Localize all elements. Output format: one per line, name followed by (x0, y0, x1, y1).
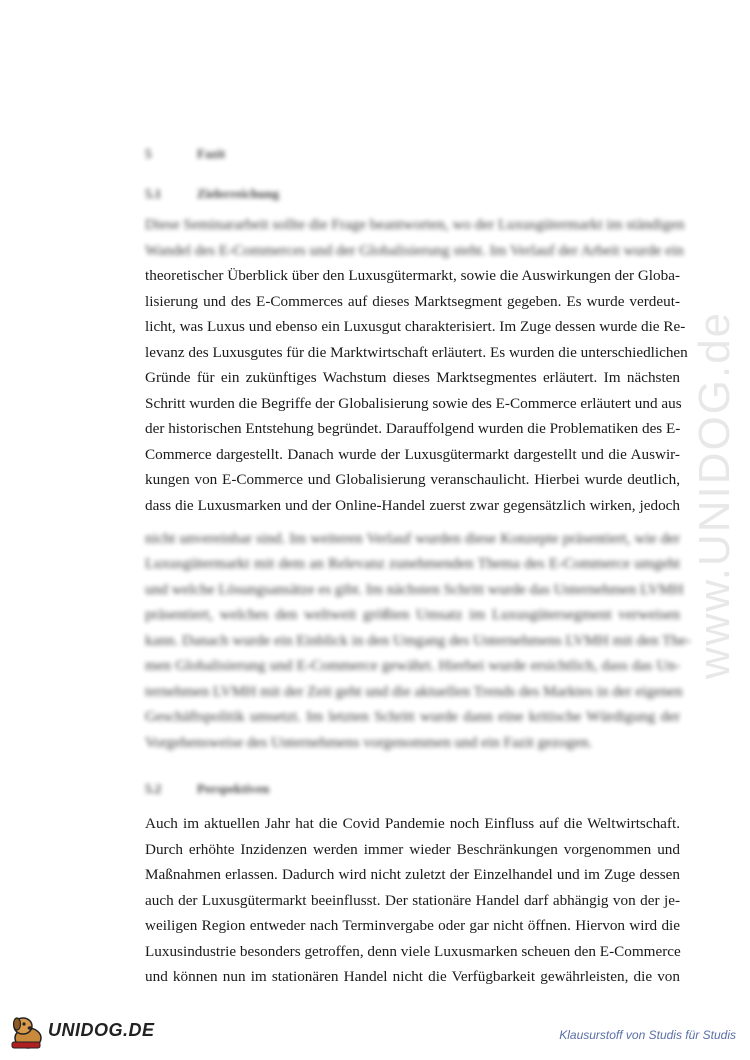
watermark-text: www.UNIDOG.de (690, 310, 739, 680)
text-line: kungen von E-Commerce und Globalisierung veranschaulicht. Hierbei wurde deutlich, (145, 471, 680, 488)
text-line: präsentiert, welches den weltweit größten Umsatz im Luxusgütersegment verweisen (145, 606, 680, 623)
text-line: Wandel des E-Commerces und der Globalisierung steht. Im Verlauf der Arbeit wurde ein (145, 242, 684, 259)
text-line: und welche Lösungsansätze es gibt. Im nächsten Schritt wurde das Unternehmen LVMH (145, 581, 684, 598)
text-line: men Globalisierung und E-Commerce gewährt. Hierbei wurde ersichtlich, dass das Un- (145, 657, 680, 674)
text-line: Auch im aktuellen Jahr hat die Covid Pandemie noch Einfluss auf die Weltwirtschaft. (145, 815, 680, 832)
text-line: ternehmen LVMH mit der Zeit geht und die aktuellen Trends des Marktes in der eigenen (145, 683, 683, 700)
text-line: der historischen Entstehung begründet. Darauffolgend wurden die Problematiken des E- (145, 420, 681, 437)
text-line: Durch erhöhte Inzidenzen werden immer wieder Beschränkungen vorgenommen und (145, 841, 680, 858)
subsection-1-number: 5.1 (145, 186, 162, 201)
subsection-heading-1 (145, 186, 395, 204)
subsection-heading-2 (145, 781, 395, 799)
text-line: levanz des Luxusgutes für die Marktwirtschaft erläutert. Es wurden die unterschiedlichen (145, 344, 688, 361)
text-line: Geschäftspolitik umsetzt. Im letzten Schritt wurde dann eine kritische Würdigung der (145, 708, 680, 725)
text-line: Commerce dargestellt. Danach wurde der Luxusgütermarkt dargestellt und die Auswir- (145, 446, 680, 463)
text-line: weiligen Region entweder nach Terminvergabe oder gar nicht öffnen. Hiervon wird die (145, 917, 680, 934)
section-title: Fazit (197, 146, 226, 161)
text-line: auch der Luxusgütermarkt beeinflusst. Der stationäre Handel darf abhängig von der je- (145, 892, 680, 909)
watermark (690, 260, 739, 730)
text-line: Maßnahmen erlassen. Dadurch wird nicht zuletzt der Einzelhandel und im Zuge dessen (145, 866, 680, 883)
text-line: Gründe für ein zukünftiges Wachstum dieses Marktsegmentes erläutert. Im nächsten (145, 369, 680, 386)
text-line: Schritt wurden die Begriffe der Globalisierung sowie des E-Commerce erläutert und aus (145, 395, 682, 412)
text-line: Luxusgütermarkt mit dem an Relevanz zunehmenden Thema des E-Commerce umgeht (145, 555, 680, 572)
subsection-1-title: Zielerreichung (197, 186, 280, 201)
text-line: Luxusindustrie besonders getroffen, denn viele Luxusmarken scheuen den E-Commerce (145, 943, 681, 960)
text-line: licht, was Luxus und ebenso ein Luxusgut charakterisiert. Im Zuge dessen wurde die Re- (145, 318, 686, 335)
text-line: dass die Luxusmarken und der Online-Handel zuerst zwar gegensätzlich wirken, jedoch (145, 497, 680, 514)
section-number: 5 (145, 146, 152, 161)
section-heading (145, 146, 345, 164)
unidog-logo (8, 1012, 158, 1052)
dog-mascot-icon (8, 1012, 48, 1052)
text-line: lisierung und des E-Commerces auf dieses Marktsegment gegeben. Es wurde verdeut- (145, 293, 680, 310)
subsection-2-title: Perspektiven (197, 781, 270, 796)
subsection-2-number: 5.2 (145, 781, 162, 796)
logo-text: UNIDOG.DE (48, 1020, 155, 1040)
text-line: nicht unvereinbar sind. Im weiteren Verlauf wurden diese Konzepte präsentiert, wie der (145, 530, 680, 547)
text-line: kann. Danach wurde ein Einblick in den Umgang des Unternehmens LVMH mit den The- (145, 632, 691, 649)
text-line: Vorgehensweise des Unternehmens vorgenommen und ein Fazit gezogen. (145, 734, 593, 751)
text-line: Diese Seminararbeit sollte die Frage beantworten, wo der Luxusgütermarkt im ständigen (145, 216, 685, 233)
text-line: theoretischer Überblick über den Luxusgütermarkt, sowie die Auswirkungen der Globa- (145, 267, 680, 284)
text-line: und können nun im stationären Handel nicht die Verfügbarkeit gewährleisten, die von (145, 968, 680, 985)
footer-slogan: Klausurstoff von Studis für Studis (559, 1028, 736, 1042)
